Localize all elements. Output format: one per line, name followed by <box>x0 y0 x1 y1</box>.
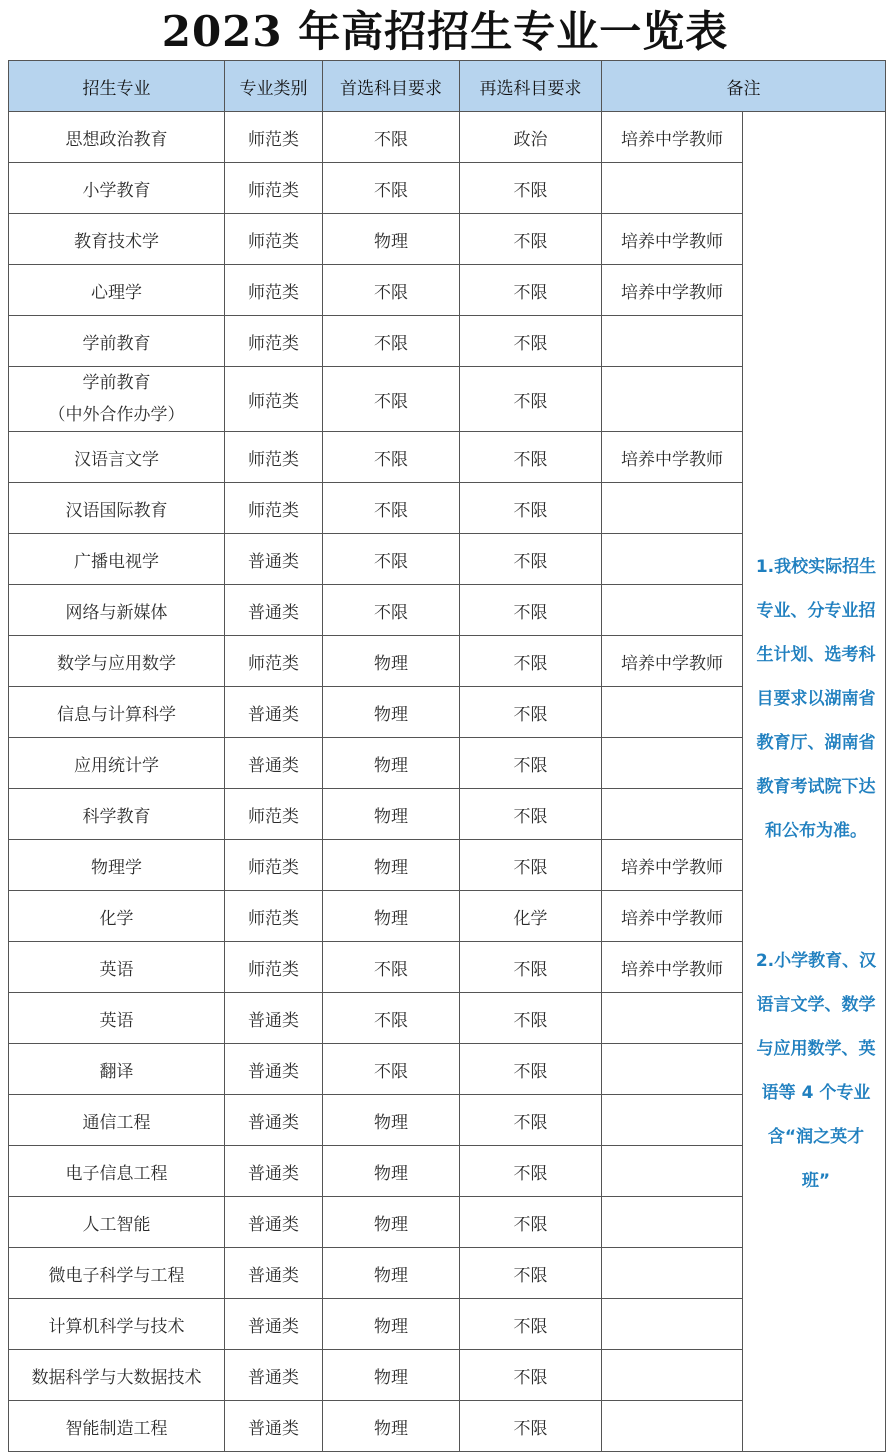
category-cell: 师范类 <box>225 316 323 367</box>
first-subject-cell: 不限 <box>323 534 460 585</box>
category-cell: 普通类 <box>225 1350 323 1401</box>
second-subject-cell: 不限 <box>460 316 602 367</box>
second-subject-cell: 不限 <box>460 789 602 840</box>
second-subject-cell: 不限 <box>460 585 602 636</box>
category-cell: 师范类 <box>225 432 323 483</box>
first-subject-cell: 物理 <box>323 891 460 942</box>
second-subject-cell: 不限 <box>460 1248 602 1299</box>
remark-cell <box>602 789 743 840</box>
category-cell: 普通类 <box>225 1044 323 1095</box>
first-subject-cell: 不限 <box>323 316 460 367</box>
second-subject-cell: 不限 <box>460 840 602 891</box>
second-subject-cell: 不限 <box>460 942 602 993</box>
major-cell: 微电子科学与工程 <box>9 1248 225 1299</box>
category-cell: 师范类 <box>225 636 323 687</box>
remark-cell <box>602 316 743 367</box>
second-subject-cell: 不限 <box>460 738 602 789</box>
major-cell: 学前教育 <box>9 316 225 367</box>
remark-cell <box>602 1350 743 1401</box>
first-subject-cell: 物理 <box>323 1197 460 1248</box>
first-subject-cell: 不限 <box>323 585 460 636</box>
majors-table <box>8 60 886 1452</box>
major-name: 学前教育 <box>82 373 151 393</box>
second-subject-cell: 不限 <box>460 1401 602 1452</box>
major-cell: 汉语言文学 <box>9 432 225 483</box>
category-cell: 普通类 <box>225 687 323 738</box>
remark-cell <box>602 585 743 636</box>
header-category: 专业类别 <box>225 61 323 112</box>
major-cell: 广播电视学 <box>9 534 225 585</box>
category-cell: 普通类 <box>225 585 323 636</box>
second-subject-cell: 不限 <box>460 265 602 316</box>
remark-cell: 培养中学教师 <box>602 432 743 483</box>
first-subject-cell: 不限 <box>323 942 460 993</box>
note-1: 1.我校实际招生专业、分专业招生计划、选考科目要求以湖南省教育厅、湖南省教育考试院下达和公布为准。 <box>755 556 877 841</box>
remark-cell: 培养中学教师 <box>602 840 743 891</box>
major-cell: 心理学 <box>9 265 225 316</box>
first-subject-cell: 不限 <box>323 112 460 163</box>
second-subject-cell: 不限 <box>460 214 602 265</box>
major-cell: 翻译 <box>9 1044 225 1095</box>
first-subject-cell: 不限 <box>323 265 460 316</box>
category-cell: 普通类 <box>225 1299 323 1350</box>
category-cell: 普通类 <box>225 993 323 1044</box>
remark-cell: 培养中学教师 <box>602 942 743 993</box>
major-cell: 英语 <box>9 993 225 1044</box>
second-subject-cell: 不限 <box>460 1146 602 1197</box>
category-cell: 师范类 <box>225 112 323 163</box>
major-cell: 人工智能 <box>9 1197 225 1248</box>
second-subject-cell: 不限 <box>460 1044 602 1095</box>
category-cell: 师范类 <box>225 483 323 534</box>
second-subject-cell: 不限 <box>460 367 602 432</box>
remark-cell <box>602 163 743 214</box>
remark-cell <box>602 993 743 1044</box>
remark-cell <box>602 687 743 738</box>
remark-cell: 培养中学教师 <box>602 214 743 265</box>
category-cell: 普通类 <box>225 1197 323 1248</box>
major-cell: 英语 <box>9 942 225 993</box>
header-second-subject: 再选科目要求 <box>460 61 602 112</box>
first-subject-cell: 物理 <box>323 738 460 789</box>
category-cell: 师范类 <box>225 367 323 432</box>
category-cell: 普通类 <box>225 738 323 789</box>
note-2: 2.小学教育、汉语言文学、数学与应用数学、英语等 4 个专业含“润之英才班” <box>755 950 877 1191</box>
first-subject-cell: 物理 <box>323 789 460 840</box>
category-cell: 普通类 <box>225 1095 323 1146</box>
category-cell: 师范类 <box>225 214 323 265</box>
category-cell: 普通类 <box>225 534 323 585</box>
category-cell: 师范类 <box>225 789 323 840</box>
major-cell: 信息与计算科学 <box>9 687 225 738</box>
first-subject-cell: 不限 <box>323 432 460 483</box>
remark-cell <box>602 738 743 789</box>
second-subject-cell: 不限 <box>460 483 602 534</box>
major-cell: 智能制造工程 <box>9 1401 225 1452</box>
table-row <box>9 112 886 163</box>
major-cell: 汉语国际教育 <box>9 483 225 534</box>
second-subject-cell: 不限 <box>460 1299 602 1350</box>
category-cell: 师范类 <box>225 840 323 891</box>
second-subject-cell: 不限 <box>460 993 602 1044</box>
remark-cell: 培养中学教师 <box>602 636 743 687</box>
first-subject-cell: 物理 <box>323 1248 460 1299</box>
category-cell: 普通类 <box>225 1401 323 1452</box>
remark-cell <box>602 1044 743 1095</box>
first-subject-cell: 物理 <box>323 1299 460 1350</box>
remark-cell <box>602 534 743 585</box>
first-subject-cell: 物理 <box>323 1350 460 1401</box>
remark-cell: 培养中学教师 <box>602 265 743 316</box>
second-subject-cell: 政治 <box>460 112 602 163</box>
second-subject-cell: 不限 <box>460 1095 602 1146</box>
second-subject-cell: 不限 <box>460 1197 602 1248</box>
category-cell: 师范类 <box>225 265 323 316</box>
major-cell: 教育技术学 <box>9 214 225 265</box>
major-subtitle: （中外合作办学） <box>48 405 185 425</box>
category-cell: 师范类 <box>225 942 323 993</box>
remark-cell: 培养中学教师 <box>602 891 743 942</box>
remark-cell <box>602 1095 743 1146</box>
major-cell: 思想政治教育 <box>9 112 225 163</box>
major-cell: 物理学 <box>9 840 225 891</box>
second-subject-cell: 不限 <box>460 636 602 687</box>
remark-cell <box>602 1299 743 1350</box>
first-subject-cell: 物理 <box>323 1095 460 1146</box>
second-subject-cell: 不限 <box>460 432 602 483</box>
first-subject-cell: 物理 <box>323 1401 460 1452</box>
remark-cell <box>602 1401 743 1452</box>
header-first-subject: 首选科目要求 <box>323 61 460 112</box>
first-subject-cell: 物理 <box>323 214 460 265</box>
major-cell: 数学与应用数学 <box>9 636 225 687</box>
first-subject-cell: 不限 <box>323 163 460 214</box>
remark-cell <box>602 1146 743 1197</box>
category-cell: 普通类 <box>225 1146 323 1197</box>
first-subject-cell: 物理 <box>323 636 460 687</box>
header-notes: 备注 <box>602 61 886 112</box>
second-subject-cell: 不限 <box>460 687 602 738</box>
second-subject-cell: 不限 <box>460 534 602 585</box>
table-header-row <box>9 61 886 112</box>
major-cell: 数据科学与大数据技术 <box>9 1350 225 1401</box>
second-subject-cell: 不限 <box>460 163 602 214</box>
remark-cell: 培养中学教师 <box>602 112 743 163</box>
header-major: 招生专业 <box>9 61 225 112</box>
category-cell: 普通类 <box>225 1248 323 1299</box>
major-cell: 通信工程 <box>9 1095 225 1146</box>
major-cell: 科学教育 <box>9 789 225 840</box>
remark-cell <box>602 1248 743 1299</box>
major-cell: 应用统计学 <box>9 738 225 789</box>
first-subject-cell: 不限 <box>323 483 460 534</box>
remark-cell <box>602 1197 743 1248</box>
first-subject-cell: 物理 <box>323 840 460 891</box>
first-subject-cell: 物理 <box>323 687 460 738</box>
major-cell: 网络与新媒体 <box>9 585 225 636</box>
major-cell: 小学教育 <box>9 163 225 214</box>
first-subject-cell: 不限 <box>323 367 460 432</box>
major-cell: 计算机科学与技术 <box>9 1299 225 1350</box>
notes-cell <box>743 112 886 1452</box>
remark-cell <box>602 367 743 432</box>
table-body <box>9 112 886 1452</box>
category-cell: 师范类 <box>225 891 323 942</box>
second-subject-cell: 化学 <box>460 891 602 942</box>
first-subject-cell: 不限 <box>323 1044 460 1095</box>
first-subject-cell: 物理 <box>323 1146 460 1197</box>
second-subject-cell: 不限 <box>460 1350 602 1401</box>
major-cell: 电子信息工程 <box>9 1146 225 1197</box>
major-cell <box>9 367 225 432</box>
category-cell: 师范类 <box>225 163 323 214</box>
major-cell: 化学 <box>9 891 225 942</box>
first-subject-cell: 不限 <box>323 993 460 1044</box>
remark-cell <box>602 483 743 534</box>
page-title: 2023 年高招招生专业一览表 <box>161 7 729 56</box>
